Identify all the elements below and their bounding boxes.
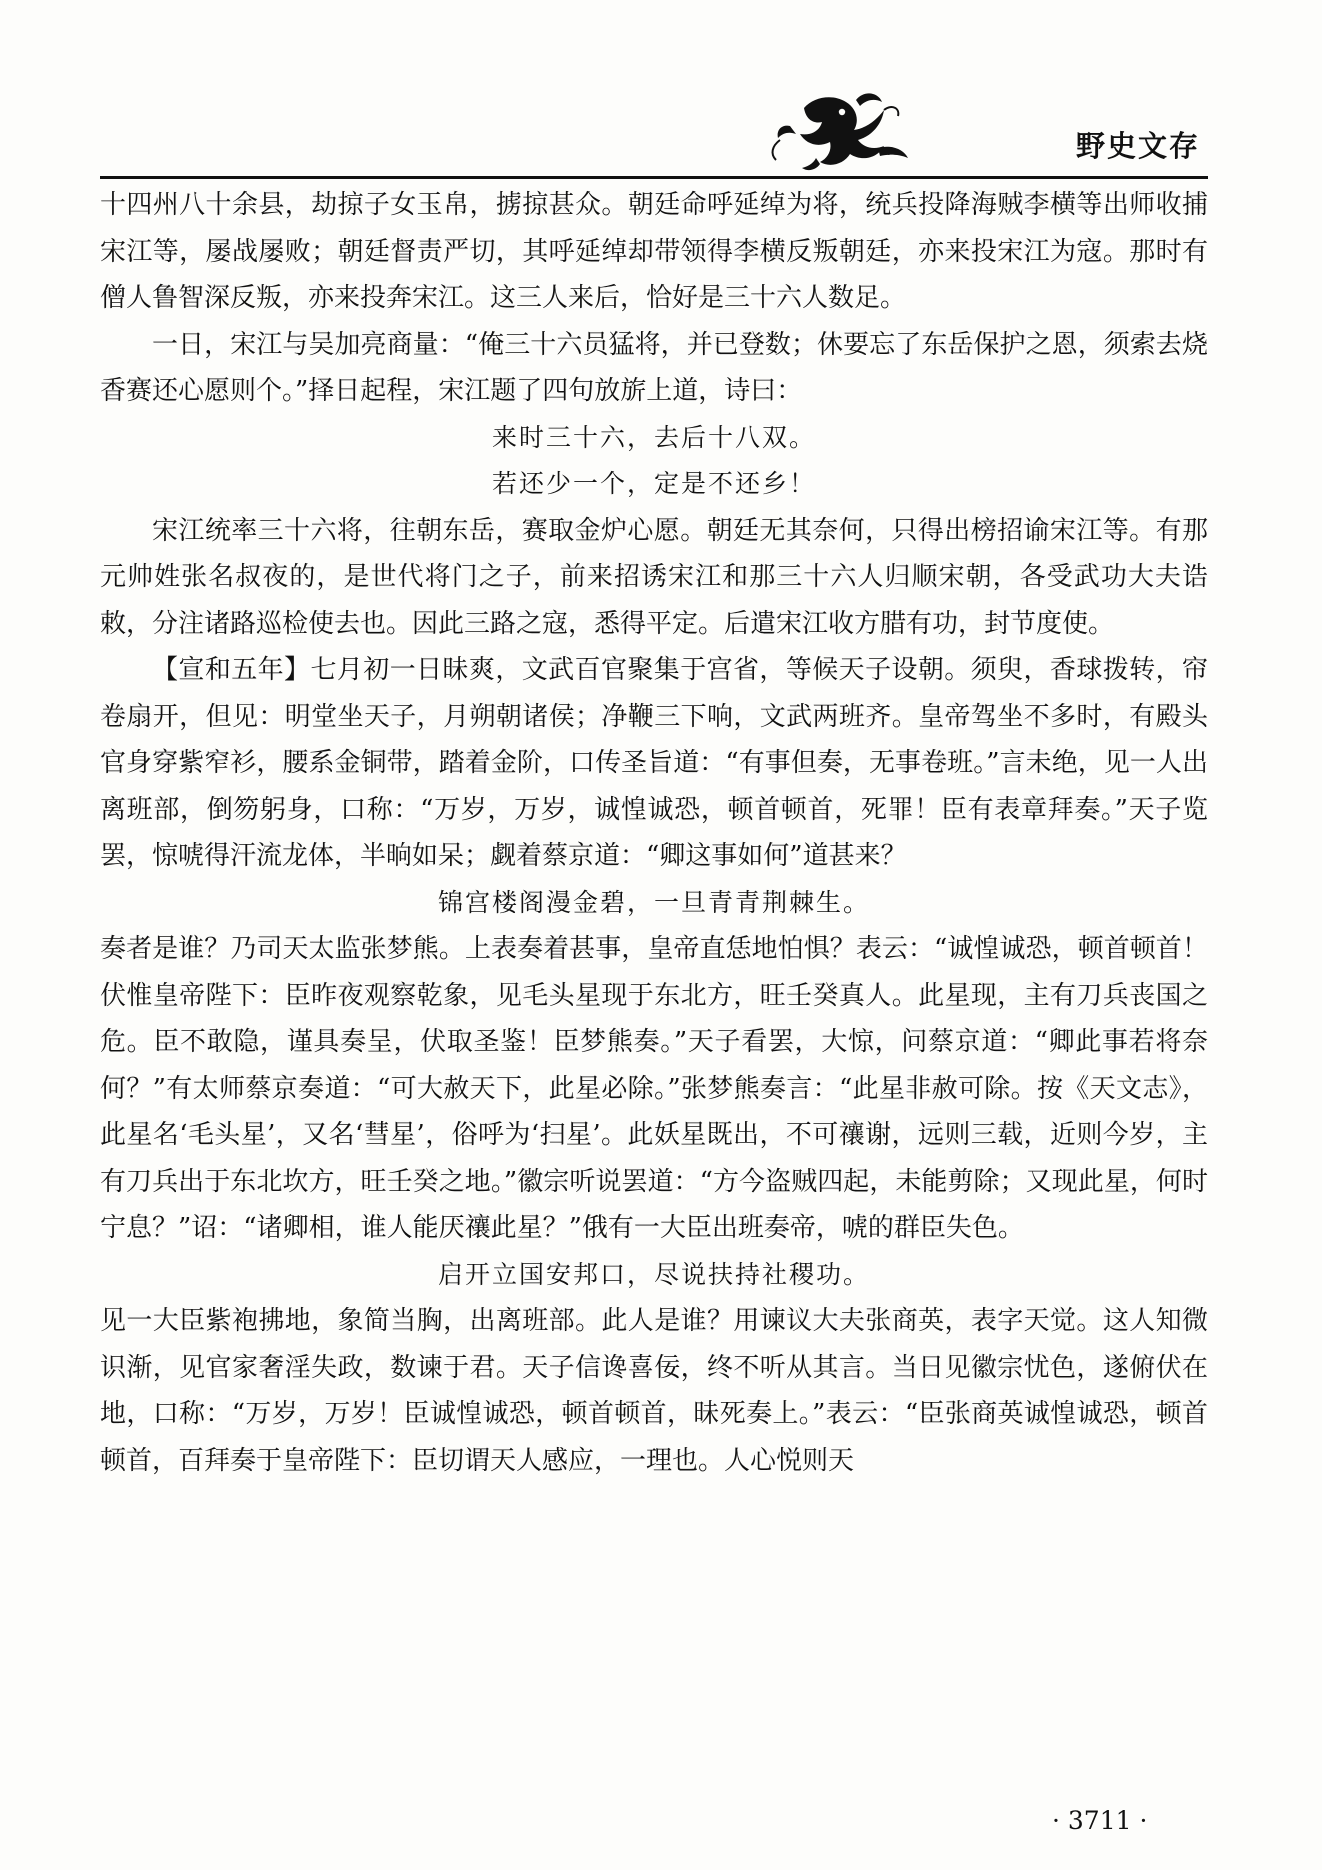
header-rule — [100, 176, 1208, 179]
paragraph: 一日，宋江与吴加亮商量：“俺三十六员猛将，并已登数；休要忘了东岳保护之恩，须索去烧香赛还心愿则个。”择日起程，宋江题了四句放旂上道，诗曰： — [100, 329, 1208, 406]
verse-line: 启开立国安邦口，尽说扶持社稷功。 — [437, 1259, 870, 1289]
verse-line: 若还少一个，定是不还乡！ — [491, 469, 816, 498]
dragon-emblem-icon — [760, 88, 950, 174]
verse-line: 来时三十六，去后十八双。 — [491, 422, 816, 452]
paragraph: 奏者是谁？乃司天太监张梦熊。上表奏着甚事，皇帝直恁地怕惧？表云：“诚惶诚恐，顿首顿首！伏惟皇帝陛下：臣昨夜观察乾象，见毛头星现于东北方，旺壬癸真人。此星现，主有刀兵丧国之危。臣不敢隐，谨具奏呈，伏取圣鉴！臣梦熊奏。”天子看罢，大惊，问蔡京道：“卿此事若将奈何？”有太师蔡京奏道：“可大赦天下，此星必除。”张梦熊奏言：“此星非赦可除。按《天文志》，此星名‘毛头星’，又名‘彗星’，俗呼为‘扫星’。此妖星既出，不可禳谢，远则三载，近则今岁，主有刀兵出于东北坎方，旺壬癸之地。”徽宗听说罢道：“方今盗贼四起，未能剪除；又现此星，何时宁息？”诏：“诸卿相，谁人能厌禳此星？”俄有一大臣出班奏帝，唬的群臣失色。 — [100, 934, 1208, 1243]
paragraph: 【宣和五年】七月初一日昧爽，文武百官聚集于宫省，等候天子设朝。须臾，香球拨转，帘卷扇开，但见：明堂坐天子，月朔朝诸侯；净鞭三下响，文武两班齐。皇帝驾坐不多时，有殿头官身穿紫窄衫，腰系金铜带，踏着金阶，口传圣旨道：“有事但奏，无事卷班。”言未绝，见一人出离班部，倒笏躬身，口称：“万岁，万岁，诚惶诚恐，顿首顿首，死罪！臣有表章拜奏。”天子览罢，惊唬得汗流龙体，半晌如呆；觑着蔡京道：“卿这事如何”道甚来？ — [100, 655, 1208, 871]
verse-line: 锦宫楼阁漫金碧，一旦青青荆棘生。 — [437, 887, 870, 917]
series-title: 野史文存 — [1075, 129, 1200, 163]
paragraph: 宋江统率三十六将，往朝东岳，赛取金炉心愿。朝廷无其奈何，只得出榜招谕宋江等。有那元帅姓张名叔夜的，是世代将门之子，前来招诱宋江和那三十六人归顺宋朝，各受武功大夫诰敕，分注诸路巡检使去也。因此三路之寇，悉得平定。后遣宋江收方腊有功，封节度使。 — [100, 515, 1208, 639]
page-number: · 3711 · — [1052, 1806, 1148, 1835]
page-header — [100, 88, 1208, 178]
paragraph: 见一大臣紫袍拂地，象简当胸，出离班部。此人是谁？用谏议大夫张商英，表字天觉。这人知微识渐，见官家奢淫失政，数谏于君。天子信谗喜佞，终不听从其言。当日见徽宗忧色，遂俯伏在地，口称：“万岁，万岁！臣诚惶诚恐，顿首顿首，昧死奏上。”表云：“臣张商英诚惶诚恐，顿首顿首，百拜奏于皇帝陛下：臣切谓天人感应，一理也。人心悦则天 — [100, 1306, 1208, 1476]
paragraph: 十四州八十余县，劫掠子女玉帛，掳掠甚众。朝廷命呼延绰为将，统兵投降海贼李横等出师收捕宋江等，屡战屡败；朝廷督责严切，其呼延绰却带领得李横反叛朝廷，亦来投宋江为寇。那时有僧人鲁智深反叛，亦来投奔宋江。这三人来后，恰好是三十六人数足。 — [100, 190, 1208, 313]
body-text — [100, 182, 1208, 1484]
